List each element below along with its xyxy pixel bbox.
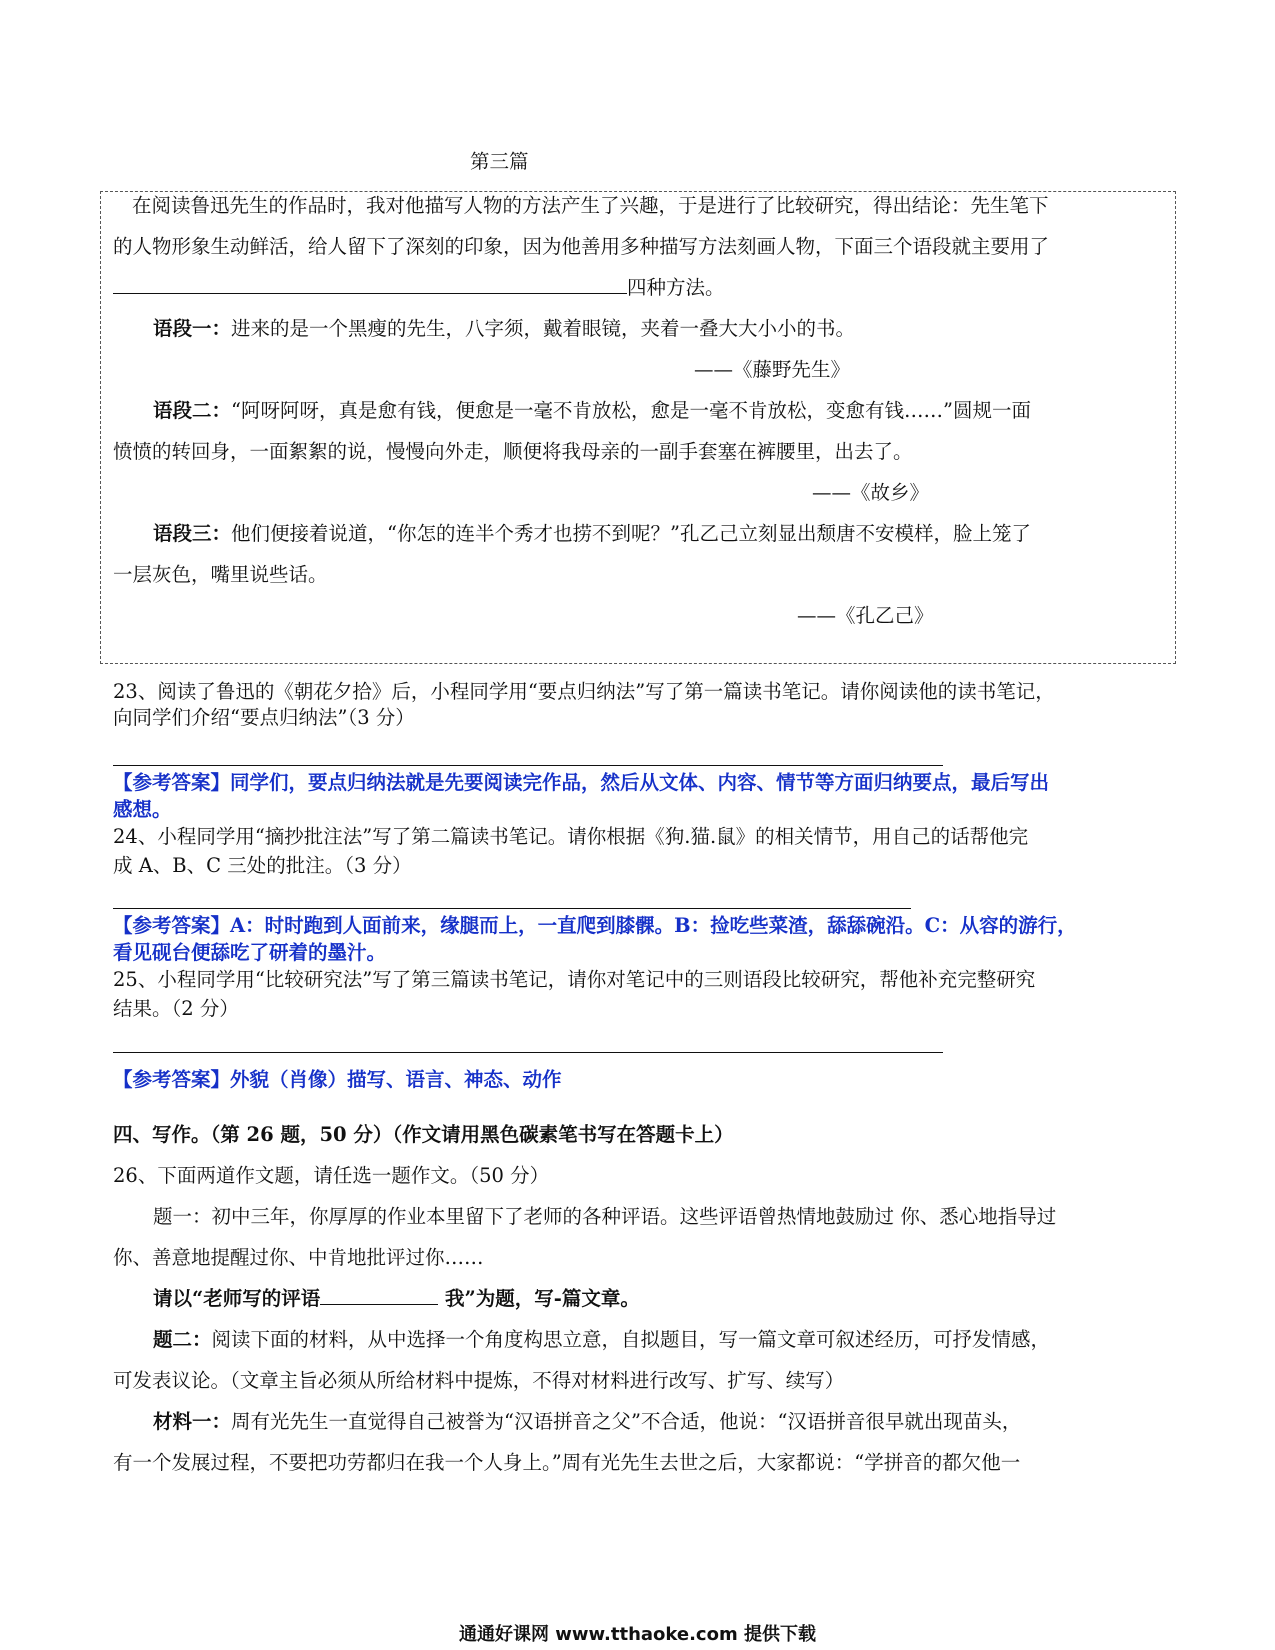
q24-answer-line[interactable] xyxy=(113,908,911,909)
passage-3-source: ——《孔乙己》 xyxy=(797,604,934,627)
q24-line-2: 成 A、B、C 三处的批注。（3 分） xyxy=(113,854,412,877)
section-title: 第三篇 xyxy=(470,150,529,173)
q23-answer-line[interactable] xyxy=(113,765,943,766)
q24-answer-cont: 看见砚台便舔吃了研着的墨汁。 xyxy=(113,941,387,964)
passage-1: 语段一：进来的是一个黑瘦的先生，八字须，戴着眼镜，夹着一叠大大小小的书。 xyxy=(153,317,856,340)
reading-passage-box xyxy=(100,191,1176,664)
topic-1-prompt: 请以“老师写的评语 我”为题，写-篇文章。 xyxy=(153,1287,640,1310)
passage-2: 语段二：“阿呀阿呀，真是愈有钱，便愈是一毫不肯放松，愈是一毫不肯放松，变愈有钱……”圆规一面 xyxy=(153,399,1031,422)
q25-line-1: 25、小程同学用“比较研究法”写了第三篇读书笔记，请你对笔记中的三则语段比较研究，帮他补充完整研究 xyxy=(113,968,1036,991)
material-1-line-1: 材料一：周有光先生一直觉得自己被誉为“汉语拼音之父”不合适，他说：“汉语拼音很早就出现苗头， xyxy=(153,1410,1022,1433)
q24-answer: 【参考答案】A：时时跑到人面前来，缘腿而上，一直爬到膝髁。B：捡吃些菜渣，舔舔碗沿。C：从容的游行， xyxy=(113,914,1077,937)
material-1-line-2: 有一个发展过程，不要把功劳都归在我一个人身上。”周有光先生去世之后，大家都说：“学拼音的都欠他一 xyxy=(113,1451,1021,1474)
q23-line-1: 23、阅读了鲁迅的《朝花夕拾》后，小程同学用“要点归纳法”写了第一篇读书笔记。请你阅读他的读书笔记， xyxy=(113,680,1055,703)
passage-2-cont: 愤愤的转回身，一面絮絮的说，慢慢向外走，顺便将我母亲的一副手套塞在裤腰里，出去了。 xyxy=(113,440,913,463)
title-blank[interactable] xyxy=(320,1286,438,1305)
topic-1-line-2: 你、善意地提醒过你、中肯地批评过你…… xyxy=(113,1246,484,1269)
q26-line: 26、下面两道作文题，请任选一题作文。（50 分） xyxy=(113,1164,550,1187)
q23-answer: 【参考答案】同学们，要点归纳法就是先要阅读完作品，然后从文体、内容、情节等方面归纳要点，最后写出 xyxy=(113,771,1050,794)
q25-line-2: 结果。（2 分） xyxy=(113,997,239,1020)
footer-source: 通通好课网 www.tthaoke.com 提供下载 xyxy=(459,1624,816,1645)
passage-1-source: ——《藤野先生》 xyxy=(694,358,851,381)
q23-line-2: 向同学们介绍“要点归纳法”（3 分） xyxy=(113,706,415,729)
q24-line-1: 24、小程同学用“摘抄批注法”写了第二篇读书笔记。请你根据《狗.猫.鼠》的相关情节，用自己的话帮他完 xyxy=(113,825,1029,848)
topic-1-line-1: 题一：初中三年，你厚厚的作业本里留下了老师的各种评语。这些评语曾热情地鼓励过 你、悉心地指导过 xyxy=(153,1205,1057,1228)
intro-line-2: 的人物形象生动鲜活，给人留下了深刻的印象，因为他善用多种描写方法刻画人物，下面三个语段就主要用了 xyxy=(113,235,1050,258)
topic-2-line-1: 题二：阅读下面的材料，从中选择一个角度构思立意，自拟题目，写一篇文章可叙述经历，可抒发情感， xyxy=(153,1328,1051,1351)
intro-line-3: 四种方法。 xyxy=(113,272,725,300)
writing-heading: 四、写作。（第 26 题，50 分）（作文请用黑色碳素笔书写在答题卡上） xyxy=(113,1123,734,1146)
q25-answer-line[interactable] xyxy=(113,1052,943,1053)
topic-2-line-2: 可发表议论。（文章主旨必须从所给材料中提炼，不得对材料进行改写、扩写、续写） xyxy=(113,1369,845,1392)
passage-2-source: ——《故乡》 xyxy=(812,481,930,504)
answer-blank[interactable] xyxy=(113,275,627,294)
passage-3: 语段三：他们便接着说道，“你怎的连半个秀才也捞不到呢？”孔乙己立刻显出颓唐不安模样，脸上笼了 xyxy=(153,522,1031,545)
q23-answer-cont: 感想。 xyxy=(113,798,172,821)
q25-answer: 【参考答案】外貌（肖像）描写、语言、神态、动作 xyxy=(113,1068,562,1091)
intro-line-1: 在阅读鲁迅先生的作品时，我对他描写人物的方法产生了兴趣，于是进行了比较研究，得出结论：先生笔下 xyxy=(132,194,1049,217)
passage-3-cont: 一层灰色，嘴里说些话。 xyxy=(113,563,328,586)
